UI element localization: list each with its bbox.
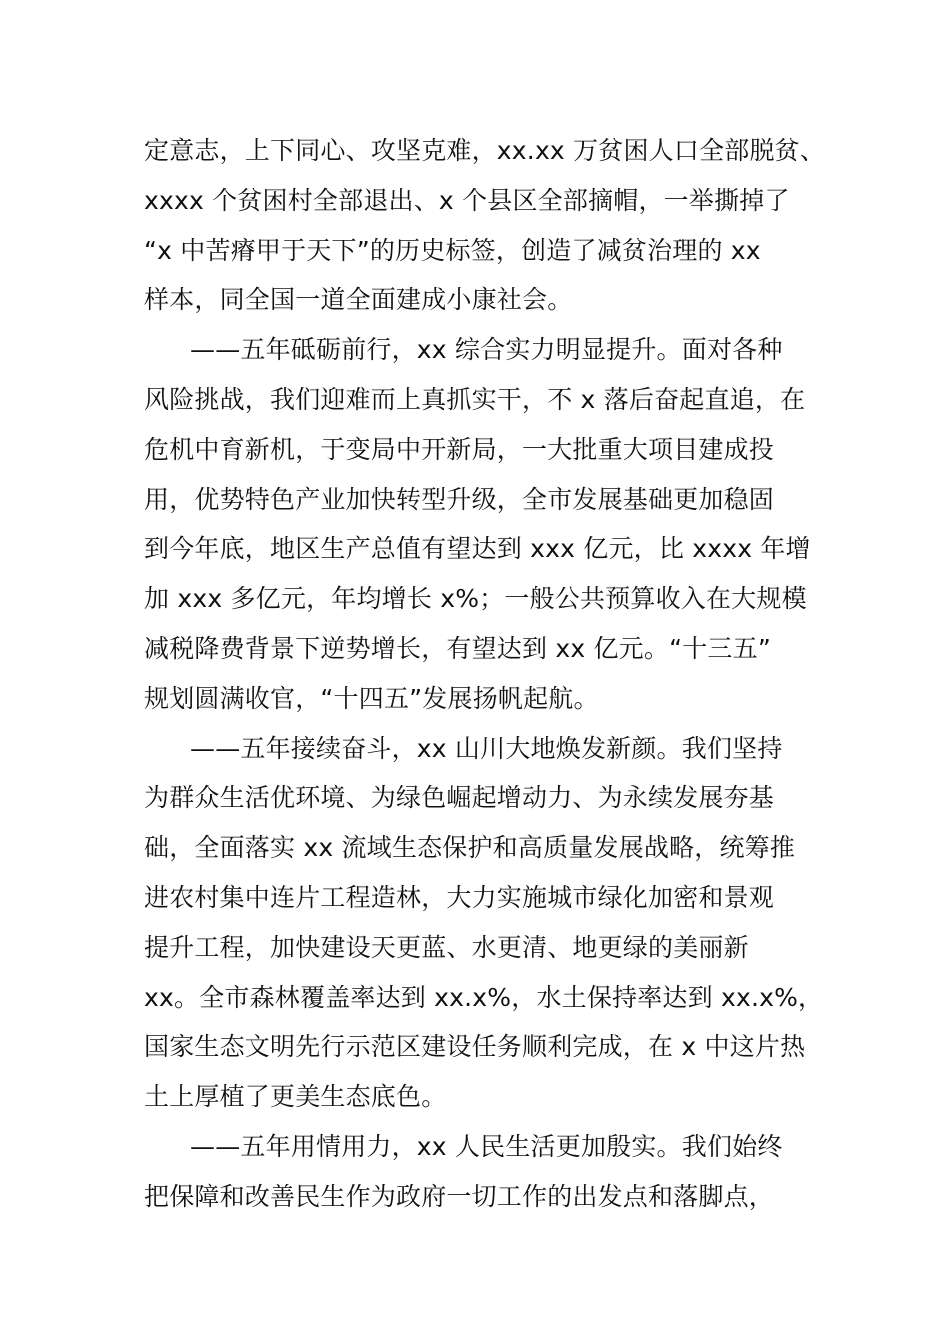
text-line: 危机中育新机，于变局中开新局，一大批重大项目建成投 bbox=[144, 434, 775, 464]
text-line: 用，优势特色产业加快转型升级，全市发展基础更加稳固 bbox=[144, 484, 775, 514]
text-line: 样本，同全国一道全面建成小康社会。 bbox=[144, 285, 573, 315]
text-line: 风险挑战，我们迎难而上真抓实干，不 x 落后奋起直追，在 bbox=[144, 384, 806, 414]
text-line: 为群众生活优环境、为绿色崛起增动力、为永续发展夯基 bbox=[144, 783, 775, 813]
text-line: 提升工程，加快建设天更蓝、水更清、地更绿的美丽新 bbox=[144, 932, 749, 962]
paragraph-first-line: ——五年接续奋斗，xx 山川大地焕发新颜。我们坚持 bbox=[190, 733, 783, 763]
text-line: 础，全面落实 xx 流域生态保护和高质量发展战略，统筹推 bbox=[144, 833, 796, 863]
text-line: 把保障和改善民生作为政府一切工作的出发点和落脚点， bbox=[144, 1181, 775, 1211]
body-text bbox=[144, 126, 826, 1222]
text-line: 规划圆满收官，“十四五”发展扬帆起航。 bbox=[144, 683, 599, 713]
text-line: “x 中苦瘠甲于天下”的历史标签，创造了减贫治理的 xx bbox=[144, 235, 761, 265]
text-line: xx。全市森林覆盖率达到 xx.x%，水土保持率达到 xx.x%， bbox=[144, 982, 824, 1012]
text-line: 到今年底，地区生产总值有望达到 xxx 亿元，比 xxxx 年增 bbox=[144, 534, 811, 564]
text-line: 定意志，上下同心、攻坚克难，xx.xx 万贫困人口全部脱贫、 bbox=[144, 136, 826, 165]
text-line: 进农村集中连片工程造林，大力实施城市绿化加密和景观 bbox=[144, 882, 775, 912]
text-line: 土上厚植了更美生态底色。 bbox=[144, 1082, 447, 1112]
paragraph-first-line: ——五年砥砺前行，xx 综合实力明显提升。面对各种 bbox=[190, 335, 783, 365]
text-line: xxxx 个贫困村全部退出、x 个县区全部摘帽，一举撕掉了 bbox=[144, 185, 790, 215]
text-line: 减税降费背景下逆势增长，有望达到 xx 亿元。“十三五” bbox=[144, 633, 771, 663]
text-line: 国家生态文明先行示范区建设任务顺利完成，在 x 中这片热 bbox=[144, 1032, 806, 1062]
text-line: 加 xxx 多亿元，年均增长 x%；一般公共预算收入在大规模 bbox=[144, 584, 807, 614]
paragraph-first-line: ——五年用情用力，xx 人民生活更加殷实。我们始终 bbox=[190, 1131, 783, 1161]
